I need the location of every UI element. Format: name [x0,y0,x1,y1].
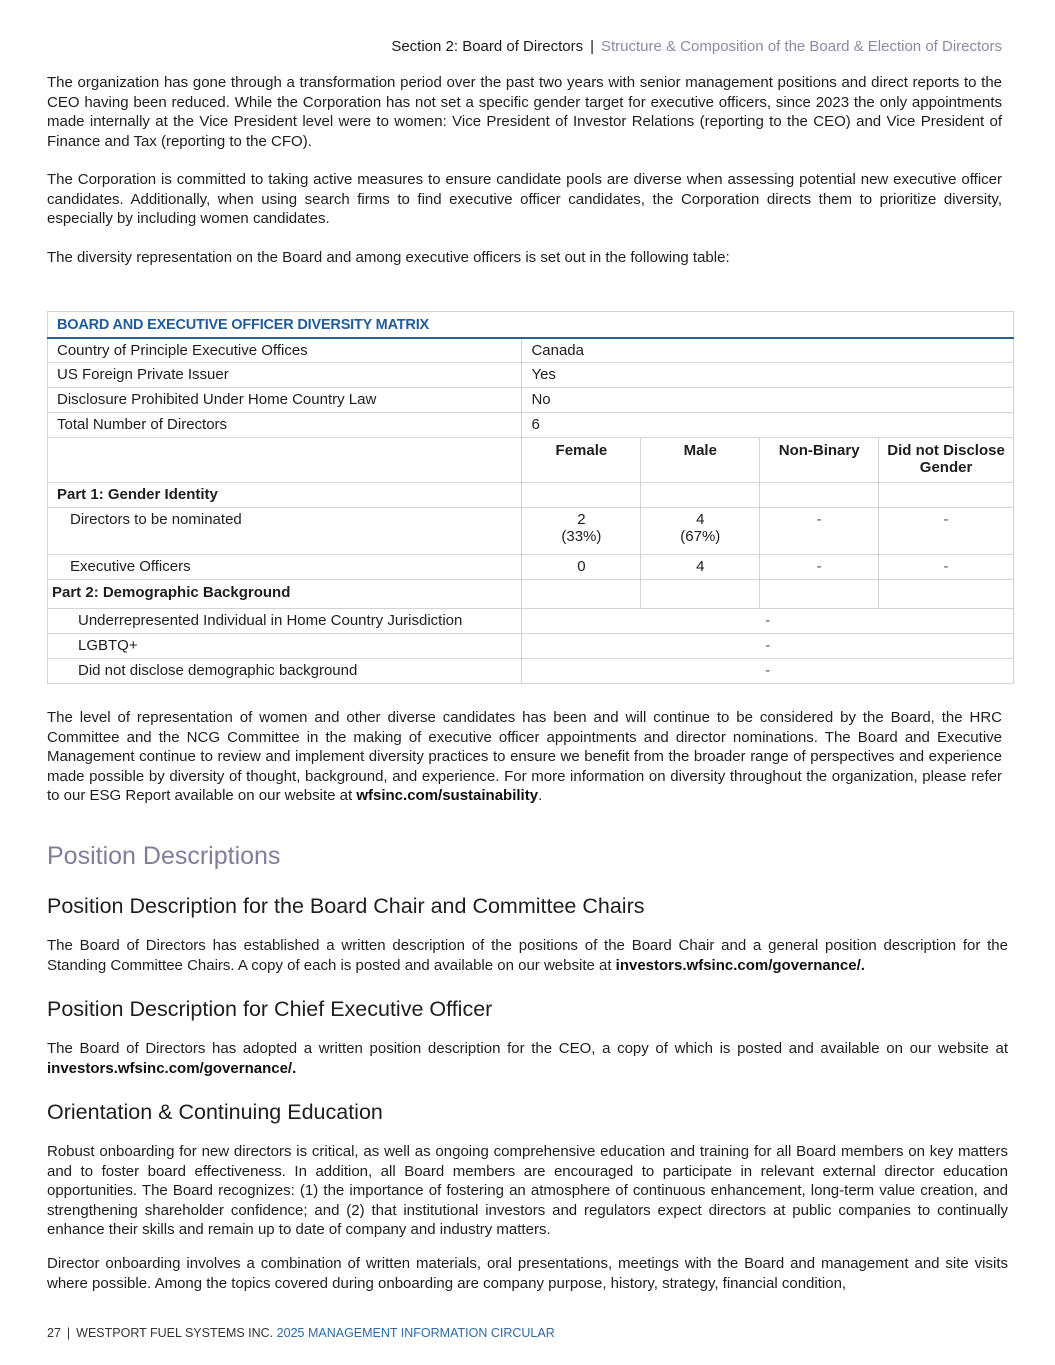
subheading-ceo: Position Description for Chief Executive Officer [47,997,493,1021]
empty-header-cell [48,438,522,483]
period: . [538,787,543,805]
part1-header-row [48,483,1014,508]
ceo-paragraph [47,1039,1008,1078]
part2-header-row [48,580,1014,609]
matrix-title: BOARD AND EXECUTIVE OFFICER DIVERSITY MATRIX [48,312,1014,338]
header-separator: | [590,38,594,55]
row-value: - [522,609,1014,634]
row-value: - [522,659,1014,684]
orientation-paragraph-2: Director onboarding involves a combination of written materials, oral presentations, meetings with the Board and management and site visits where possible. Among the topics covered during onboarding are company purpose, history, strategy, financial condition, [47,1255,1008,1292]
part1-label: Part 1: Gender Identity [48,483,522,508]
representation-paragraph [47,708,1002,806]
non-binary-cell: - [760,508,879,555]
male-cell [641,508,760,555]
representation-text: The level of representation of women and other diverse candidates has been and will continue to be considered by the Board, the HRC Committee and the NCG Committee in the making of executive officer appointments and director nominations. The Board and Executive Management continue to review and implement diversity practices to ensure we benefit from the broader range of perspectives and experience made possible by diversity of thought, background, and experience. For more information on diversity throughout the organization, please refer to our ESG Report available on our website at [47,709,1002,805]
table-row [48,363,1014,388]
row-label: Did not disclose demographic background [48,659,522,684]
part2-label: Part 2: Demographic Background [48,580,522,609]
footer-separator: | [66,1326,71,1340]
row-label: Underrepresented Individual in Home Country Jurisdiction [48,609,522,634]
intro-paragraph-1: The organization has gone through a transformation period over the past two years with senior management positions and direct reports to the CEO having been reduced. While the Corporation has not set a specific gender target for executive officers, since 2023 the only appointments made internally at the Vice President level were to women: Vice President of Investor Relations (reporting to the CEO) and Vice President of Finance and Tax (reporting to the CFO). [47,74,1002,150]
undisclosed-cell: - [879,508,1014,555]
female-cell [522,508,641,555]
fact-label: Total Number of Directors [48,413,522,438]
publication-title: 2025 MANAGEMENT INFORMATION CIRCULAR [276,1326,555,1340]
table-row [48,508,1014,555]
fact-label: Disclosure Prohibited Under Home Country Law [48,388,522,413]
row-value: - [522,634,1014,659]
table-row [48,634,1014,659]
column-header-female: Female [522,438,641,483]
table-row [48,659,1014,684]
diversity-matrix-table [47,311,1014,684]
table-row [48,609,1014,634]
non-binary-cell: - [760,555,879,580]
female-percent: (33%) [561,528,602,545]
fact-value: Yes [522,363,1014,388]
column-header-non-binary: Non-Binary [760,438,879,483]
page-number: 27 [47,1326,61,1340]
board-chair-text: The Board of Directors has established a written description of the positions of the Board Chair and a general position description for the Standing Committee Chairs. A copy of each is posted and available on our website at [47,937,1008,974]
orientation-paragraph-1: Robust onboarding for new directors is critical, as well as ongoing comprehensive education and training for all Board members on key matters and to foster board effectiveness. In addition, all Board members are encouraged to participate in relevant external director education opportunities. The Board recognizes: (1) the importance of fostering an atmosphere of continuous enhancement, long-term value creation, and strengthening shareholder confidence; and (2) that institutional investors and regulators expect directors at public companies to continually enhance their skills and remain up to date of company and industry matters. [47,1143,1008,1239]
header-subsection: Structure & Composition of the Board & Election of Directors [600,38,1002,55]
header-section: Section 2: Board of Directors [391,38,584,55]
column-header-row [48,438,1014,483]
fact-label: US Foreign Private Issuer [48,363,522,388]
company-name: WESTPORT FUEL SYSTEMS INC. [76,1326,274,1340]
intro-paragraph-3: The diversity representation on the Board and among executive officers is set out in the following table: [47,249,730,266]
fact-value: Canada [522,338,1014,363]
fact-label: Country of Principle Executive Offices [48,338,522,363]
governance-link[interactable]: investors.wfsinc.com/governance/. [47,1059,297,1077]
ceo-text: The Board of Directors has adopted a written position description for the CEO, a copy of which is posted and available on our website at [47,1040,1008,1057]
running-header [391,38,1002,55]
subheading-orientation: Orientation & Continuing Education [47,1100,383,1124]
row-label: Executive Officers [48,555,522,580]
subheading-board-chair: Position Description for the Board Chair and Committee Chairs [47,894,645,918]
sustainability-link[interactable]: wfsinc.com/sustainability [356,787,539,805]
row-label: LGBTQ+ [48,634,522,659]
male-cell: 4 [641,555,760,580]
board-chair-paragraph [47,936,1008,975]
table-row [48,555,1014,580]
male-percent: (67%) [680,528,721,545]
governance-link[interactable]: investors.wfsinc.com/governance/. [615,956,865,974]
intro-paragraph-2: The Corporation is committed to taking active measures to ensure candidate pools are diverse when assessing potential new executive officer candidates. Additionally, when using search firms to find executive officer candidates, the Corporation directs them to prioritize diversity, especially by including women candidates. [47,171,1002,228]
female-count: 2 [577,511,586,528]
male-count: 4 [696,511,705,528]
row-label: Directors to be nominated [48,508,522,555]
column-header-male: Male [641,438,760,483]
female-cell: 0 [522,555,641,580]
section-heading-position-descriptions: Position Descriptions [47,842,281,870]
page-footer [47,1326,555,1340]
matrix-title-row [48,312,1014,338]
fact-value: No [522,388,1014,413]
fact-value: 6 [522,413,1014,438]
table-row [48,413,1014,438]
table-row [48,338,1014,363]
undisclosed-cell: - [879,555,1014,580]
column-header-undisclosed: Did not Disclose Gender [879,438,1014,483]
table-row [48,388,1014,413]
